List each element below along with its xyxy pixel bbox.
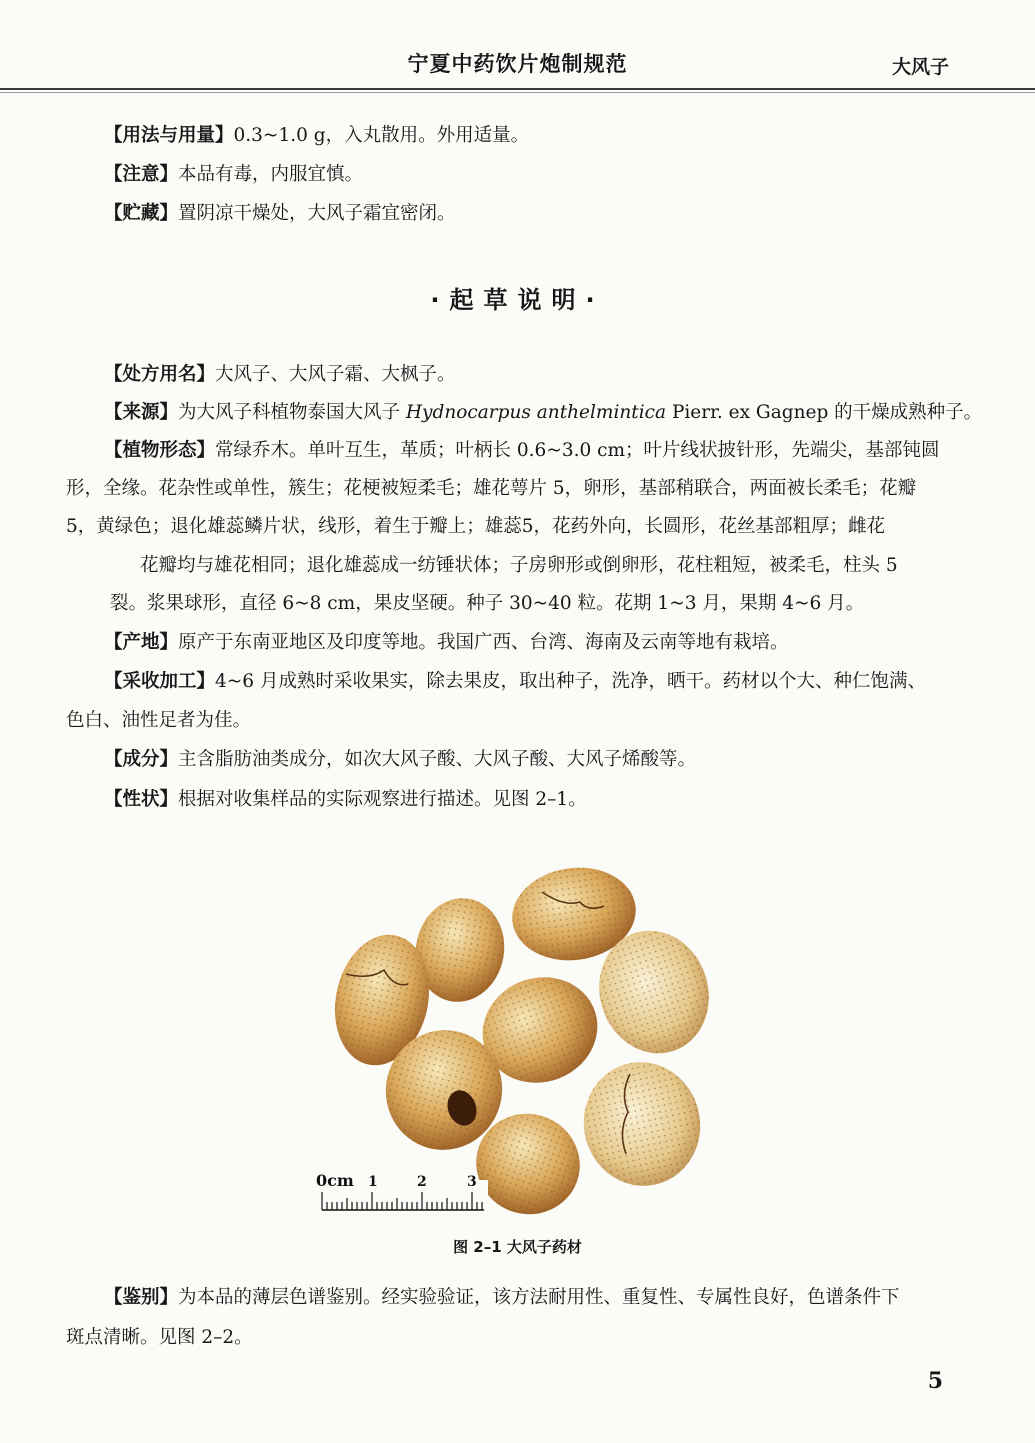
figure-caption: 图 2–1 大风子药材 (453, 1238, 582, 1256)
entry-source (104, 401, 982, 425)
entry-usage-dosage (104, 124, 529, 148)
scale-ruler (316, 1171, 488, 1220)
entry-text: 为本品的薄层色谱鉴别。经实验验证，该方法耐用性、重复性、专属性良好，色谱条件下 (178, 1287, 900, 1308)
entry-key: 【成分】 (104, 749, 179, 770)
seed-cluster (323, 862, 724, 1224)
entry-text: 主含脂肪油类成分，如次大风子酸、大风子酸、大风子烯酸等。 (178, 749, 697, 770)
morphology-line-3: 5，黄绿色；退化雄蕊鳞片状，线形，着生于瓣上；雄蕊5，花药外向，长圆形，花丝基部粗厚；雌花 (66, 516, 886, 537)
latin-name: Hydnocarpus anthelmintica (405, 402, 667, 423)
entry-text: 大风子、大风子霜、大枫子。 (215, 364, 456, 385)
seed-photo-illustration (312, 862, 732, 1224)
section-title: ·起草说明· (430, 286, 605, 314)
entry-prescription-names (104, 363, 456, 387)
entry-key: 【注意】 (104, 164, 179, 185)
entry-text: 常绿乔木。单叶互生，革质；叶柄长 0.6~3.0 cm；叶片线状披针形，先端尖，基部钝圆 (215, 440, 940, 461)
entry-text: 0.3~1.0 g，入丸散用。外用适量。 (233, 125, 530, 146)
entry-key: 【来源】 (104, 402, 179, 423)
entry-key: 【植物形态】 (104, 440, 216, 461)
entry-characters (104, 788, 587, 812)
entry-key: 【用法与用量】 (104, 125, 234, 146)
entry-text: 根据对收集样品的实际观察进行描述。见图 2–1。 (178, 789, 587, 810)
page-number: 5 (927, 1368, 943, 1394)
entry-key: 【产地】 (104, 632, 179, 653)
scale-tick-label: 3 (467, 1174, 477, 1190)
entry-caution (104, 163, 363, 187)
header-divider-thin (0, 92, 1035, 93)
entry-text: 4~6 月成熟时采收果实，除去果皮，取出种子，洗净，晒干。药材以个大、种仁饱满、 (215, 671, 926, 692)
scale-unit-label: 0cm (316, 1171, 354, 1190)
running-header-title: 宁夏中药饮片炮制规范 (407, 52, 628, 76)
morphology-line-4: 花瓣均与雄花相同；退化雄蕊成一纺锤状体；子房卵形或倒卵形，花柱粗短，被柔毛，柱头 5 (140, 555, 898, 576)
entry-harvest (104, 670, 926, 694)
entry-text: 为大风子科植物泰国大风子 (178, 402, 401, 423)
figure-seed-photo (312, 862, 732, 1224)
morphology-line-2: 形，全缘。花杂性或单性，簇生；花梗被短柔毛；雄花萼片 5，卵形，基部稍联合，两面被长柔毛；花瓣 (66, 478, 917, 499)
entry-text: Pierr. ex Gagnep 的干燥成熟种子。 (671, 402, 983, 423)
entry-key: 【采收加工】 (104, 671, 216, 692)
header-divider (0, 88, 1035, 90)
morphology-line-5: 裂。浆果球形，直径 6~8 cm，果皮坚硬。种子 30~40 粒。花期 1~3 月，果期 4~6 月。 (110, 593, 865, 614)
scale-tick-label: 1 (368, 1174, 378, 1190)
scale-tick-label: 2 (417, 1174, 427, 1190)
running-header-drug-name: 大风子 (891, 56, 949, 78)
entry-origin (104, 631, 789, 655)
entry-storage (104, 202, 456, 226)
entry-text: 置阴凉干燥处，大风子霜宜密闭。 (178, 203, 456, 224)
entry-identification (104, 1286, 900, 1310)
entry-key: 【贮藏】 (104, 203, 179, 224)
entry-morphology (104, 439, 940, 463)
entry-text: 本品有毒，内服宜慎。 (178, 164, 364, 185)
entry-key: 【性状】 (104, 789, 179, 810)
entry-key: 【处方用名】 (104, 364, 216, 385)
entry-constituents (104, 748, 696, 772)
entry-text: 原产于东南亚地区及印度等地。我国广西、台湾、海南及云南等地有栽培。 (178, 632, 789, 653)
identification-line-2: 斑点清晰。见图 2–2。 (66, 1327, 253, 1348)
harvest-line-2: 色白、油性足者为佳。 (66, 710, 252, 731)
entry-key: 【鉴别】 (104, 1287, 179, 1308)
